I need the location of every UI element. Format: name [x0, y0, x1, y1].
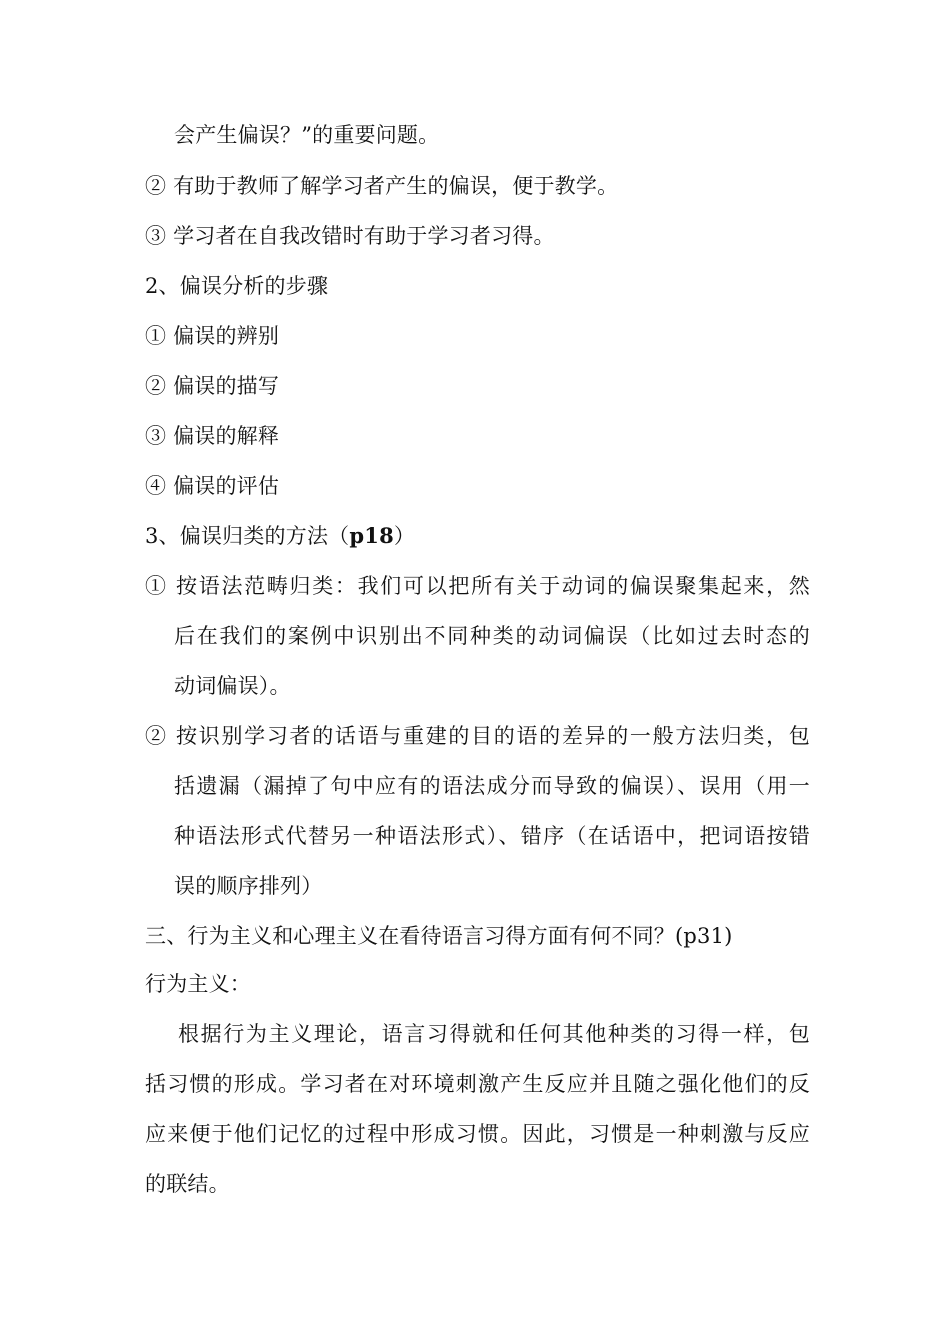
text-line: 误的顺序排列）: [174, 874, 323, 898]
list-item: ② 偏误的描写: [145, 374, 280, 398]
paragraph-line: 根据行为主义理论，语言习得就和任何其他种类的习得一样，包: [178, 1022, 810, 1046]
section-heading: 三、行为主义和心理主义在看待语言习得方面有何不同？(p31): [145, 924, 733, 948]
heading-text: 3、偏误归类的方法（: [145, 524, 350, 548]
list-item: ③ 学习者在自我改错时有助于学习者习得。: [145, 224, 555, 248]
list-item: ② 有助于教师了解学习者产生的偏误，便于教学。: [145, 174, 619, 198]
paragraph-line: 应来便于他们记忆的过程中形成习惯。因此，习惯是一种刺激与反应: [145, 1122, 810, 1146]
list-item: ③ 偏误的解释: [145, 424, 280, 448]
list-item: ① 偏误的辨别: [145, 324, 280, 348]
paragraph-line: 括习惯的形成。学习者在对环境刺激产生反应并且随之强化他们的反: [145, 1072, 810, 1096]
list-item: ① 按语法范畴归类：我们可以把所有关于动词的偏误聚集起来，然: [145, 574, 810, 598]
paragraph-line: 的联结。: [145, 1172, 230, 1196]
text-line: 种语法形式代替另一种语法形式）、错序（在话语中，把词语按错: [174, 824, 810, 848]
heading-close: ）: [393, 524, 416, 548]
list-item: ④ 偏误的评估: [145, 474, 280, 498]
section-heading: 2、偏误分析的步骤: [145, 274, 329, 298]
list-item: ② 按识别学习者的话语与重建的目的语的差异的一般方法归类，包: [145, 724, 810, 748]
section-heading: [145, 522, 810, 550]
page-reference: p18: [349, 523, 394, 548]
subheading: 行为主义：: [145, 972, 251, 996]
text-line: 括遗漏（漏掉了句中应有的语法成分而导致的偏误）、误用（用一: [174, 774, 810, 798]
text-line: 后在我们的案例中识别出不同种类的动词偏误（比如过去时态的: [174, 624, 810, 648]
text-line: 动词偏误）。: [174, 674, 291, 698]
text-line: 会产生偏误？”的重要问题。: [174, 123, 440, 147]
